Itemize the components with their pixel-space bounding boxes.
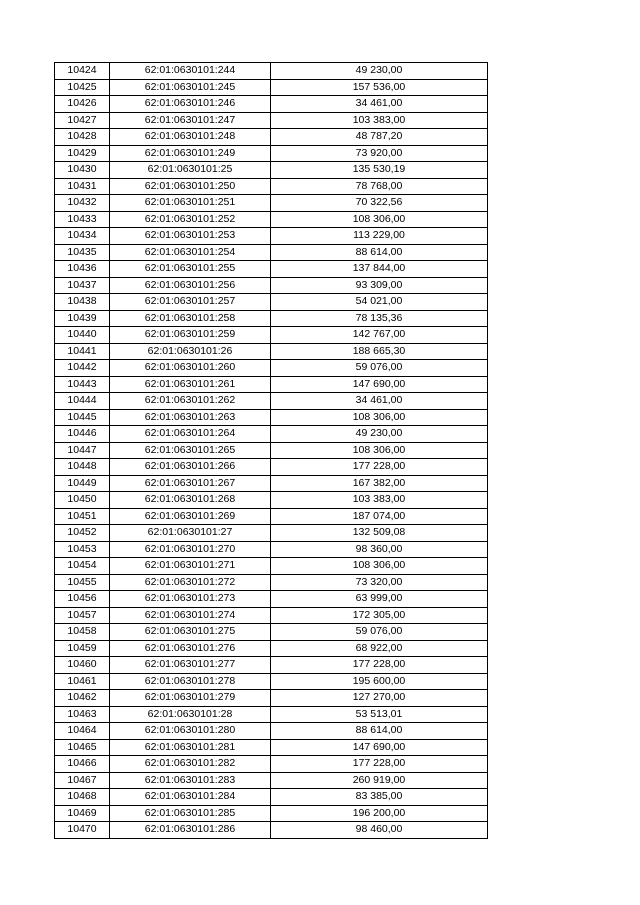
table-row xyxy=(55,145,488,162)
cadastral-value-cell: 48 787,20 xyxy=(271,129,488,146)
cadastral-number-cell: 62:01:0630101:25 xyxy=(110,162,271,179)
row-number-cell: 10456 xyxy=(55,591,110,608)
cadastral-value-cell: 113 229,00 xyxy=(271,228,488,245)
cadastral-value-cell: 196 200,00 xyxy=(271,805,488,822)
cadastral-value-cell: 103 383,00 xyxy=(271,112,488,129)
table-row xyxy=(55,261,488,278)
row-number-cell: 10430 xyxy=(55,162,110,179)
table-row xyxy=(55,244,488,261)
row-number-cell: 10441 xyxy=(55,343,110,360)
row-number-cell: 10462 xyxy=(55,690,110,707)
table-row xyxy=(55,459,488,476)
row-number-cell: 10440 xyxy=(55,327,110,344)
cadastral-value-cell: 59 076,00 xyxy=(271,360,488,377)
table-row xyxy=(55,426,488,443)
cadastral-value-cell: 137 844,00 xyxy=(271,261,488,278)
cadastral-number-cell: 62:01:0630101:275 xyxy=(110,624,271,641)
table-row xyxy=(55,376,488,393)
cadastral-value-cell: 103 383,00 xyxy=(271,492,488,509)
cadastral-number-cell: 62:01:0630101:285 xyxy=(110,805,271,822)
table-row xyxy=(55,409,488,426)
cadastral-number-cell: 62:01:0630101:266 xyxy=(110,459,271,476)
cadastral-value-cell: 83 385,00 xyxy=(271,789,488,806)
table-row xyxy=(55,294,488,311)
row-number-cell: 10427 xyxy=(55,112,110,129)
table-row xyxy=(55,591,488,608)
cadastral-value-cell: 78 768,00 xyxy=(271,178,488,195)
row-number-cell: 10457 xyxy=(55,607,110,624)
row-number-cell: 10468 xyxy=(55,789,110,806)
cadastral-number-cell: 62:01:0630101:263 xyxy=(110,409,271,426)
row-number-cell: 10444 xyxy=(55,393,110,410)
cadastral-value-cell: 53 513,01 xyxy=(271,706,488,723)
cadastral-value-cell: 172 305,00 xyxy=(271,607,488,624)
cadastral-number-cell: 62:01:0630101:272 xyxy=(110,574,271,591)
cadastral-number-cell: 62:01:0630101:281 xyxy=(110,739,271,756)
cadastral-number-cell: 62:01:0630101:258 xyxy=(110,310,271,327)
row-number-cell: 10433 xyxy=(55,211,110,228)
row-number-cell: 10466 xyxy=(55,756,110,773)
table-row xyxy=(55,574,488,591)
table-row xyxy=(55,112,488,129)
table-row xyxy=(55,228,488,245)
table-row xyxy=(55,327,488,344)
cadastral-value-cell: 260 919,00 xyxy=(271,772,488,789)
table-row xyxy=(55,624,488,641)
table-body xyxy=(55,63,488,839)
cadastral-number-cell: 62:01:0630101:245 xyxy=(110,79,271,96)
row-number-cell: 10460 xyxy=(55,657,110,674)
row-number-cell: 10428 xyxy=(55,129,110,146)
cadastral-number-cell: 62:01:0630101:273 xyxy=(110,591,271,608)
cadastral-value-cell: 59 076,00 xyxy=(271,624,488,641)
table-row xyxy=(55,63,488,80)
cadastral-number-cell: 62:01:0630101:247 xyxy=(110,112,271,129)
cadastral-value-cell: 157 536,00 xyxy=(271,79,488,96)
table-row xyxy=(55,607,488,624)
cadastral-number-cell: 62:01:0630101:264 xyxy=(110,426,271,443)
cadastral-number-cell: 62:01:0630101:254 xyxy=(110,244,271,261)
row-number-cell: 10461 xyxy=(55,673,110,690)
cadastral-number-cell: 62:01:0630101:28 xyxy=(110,706,271,723)
cadastral-number-cell: 62:01:0630101:251 xyxy=(110,195,271,212)
table-row xyxy=(55,492,488,509)
cadastral-number-cell: 62:01:0630101:284 xyxy=(110,789,271,806)
row-number-cell: 10449 xyxy=(55,475,110,492)
cadastral-value-cell: 98 360,00 xyxy=(271,541,488,558)
table-row xyxy=(55,162,488,179)
cadastral-number-cell: 62:01:0630101:267 xyxy=(110,475,271,492)
table-row xyxy=(55,195,488,212)
table-row xyxy=(55,277,488,294)
cadastral-number-cell: 62:01:0630101:269 xyxy=(110,508,271,525)
table-row xyxy=(55,657,488,674)
table-row xyxy=(55,541,488,558)
row-number-cell: 10463 xyxy=(55,706,110,723)
table-row xyxy=(55,640,488,657)
row-number-cell: 10442 xyxy=(55,360,110,377)
cadastral-number-cell: 62:01:0630101:27 xyxy=(110,525,271,542)
cadastral-number-cell: 62:01:0630101:280 xyxy=(110,723,271,740)
cadastral-value-cell: 147 690,00 xyxy=(271,376,488,393)
cadastral-number-cell: 62:01:0630101:248 xyxy=(110,129,271,146)
cadastral-number-cell: 62:01:0630101:260 xyxy=(110,360,271,377)
cadastral-number-cell: 62:01:0630101:282 xyxy=(110,756,271,773)
cadastral-value-cell: 132 509,08 xyxy=(271,525,488,542)
cadastral-number-cell: 62:01:0630101:252 xyxy=(110,211,271,228)
table-row xyxy=(55,525,488,542)
row-number-cell: 10439 xyxy=(55,310,110,327)
row-number-cell: 10438 xyxy=(55,294,110,311)
cadastral-value-cell: 195 600,00 xyxy=(271,673,488,690)
cadastral-value-cell: 63 999,00 xyxy=(271,591,488,608)
cadastral-value-cell: 49 230,00 xyxy=(271,63,488,80)
table-row xyxy=(55,475,488,492)
cadastral-number-cell: 62:01:0630101:249 xyxy=(110,145,271,162)
cadastral-value-cell: 78 135,36 xyxy=(271,310,488,327)
row-number-cell: 10469 xyxy=(55,805,110,822)
cadastral-value-cell: 127 270,00 xyxy=(271,690,488,707)
table-row xyxy=(55,79,488,96)
table-row xyxy=(55,343,488,360)
row-number-cell: 10431 xyxy=(55,178,110,195)
cadastral-value-cell: 88 614,00 xyxy=(271,723,488,740)
cadastral-number-cell: 62:01:0630101:26 xyxy=(110,343,271,360)
table-row xyxy=(55,723,488,740)
row-number-cell: 10465 xyxy=(55,739,110,756)
cadastral-value-cell: 98 460,00 xyxy=(271,822,488,839)
cadastral-value-cell: 88 614,00 xyxy=(271,244,488,261)
row-number-cell: 10446 xyxy=(55,426,110,443)
table-row xyxy=(55,706,488,723)
table-row xyxy=(55,805,488,822)
table-row xyxy=(55,739,488,756)
row-number-cell: 10451 xyxy=(55,508,110,525)
cadastral-number-cell: 62:01:0630101:255 xyxy=(110,261,271,278)
table-row xyxy=(55,211,488,228)
row-number-cell: 10434 xyxy=(55,228,110,245)
cadastral-number-cell: 62:01:0630101:270 xyxy=(110,541,271,558)
cadastral-number-cell: 62:01:0630101:259 xyxy=(110,327,271,344)
cadastral-number-cell: 62:01:0630101:257 xyxy=(110,294,271,311)
row-number-cell: 10436 xyxy=(55,261,110,278)
table-row xyxy=(55,96,488,113)
cadastral-number-cell: 62:01:0630101:262 xyxy=(110,393,271,410)
cadastral-number-cell: 62:01:0630101:278 xyxy=(110,673,271,690)
cadastral-value-cell: 108 306,00 xyxy=(271,211,488,228)
table-row xyxy=(55,756,488,773)
cadastral-value-cell: 108 306,00 xyxy=(271,442,488,459)
cadastral-number-cell: 62:01:0630101:265 xyxy=(110,442,271,459)
cadastral-value-cell: 177 228,00 xyxy=(271,756,488,773)
row-number-cell: 10459 xyxy=(55,640,110,657)
row-number-cell: 10458 xyxy=(55,624,110,641)
row-number-cell: 10452 xyxy=(55,525,110,542)
cadastral-value-cell: 49 230,00 xyxy=(271,426,488,443)
cadastral-value-cell: 34 461,00 xyxy=(271,393,488,410)
cadastral-number-cell: 62:01:0630101:283 xyxy=(110,772,271,789)
cadastral-number-cell: 62:01:0630101:277 xyxy=(110,657,271,674)
cadastral-value-cell: 68 922,00 xyxy=(271,640,488,657)
row-number-cell: 10435 xyxy=(55,244,110,261)
row-number-cell: 10432 xyxy=(55,195,110,212)
table-row xyxy=(55,393,488,410)
cadastral-number-cell: 62:01:0630101:286 xyxy=(110,822,271,839)
cadastral-number-cell: 62:01:0630101:261 xyxy=(110,376,271,393)
row-number-cell: 10470 xyxy=(55,822,110,839)
cadastral-value-table xyxy=(54,62,488,839)
cadastral-number-cell: 62:01:0630101:244 xyxy=(110,63,271,80)
row-number-cell: 10424 xyxy=(55,63,110,80)
cadastral-number-cell: 62:01:0630101:253 xyxy=(110,228,271,245)
cadastral-number-cell: 62:01:0630101:256 xyxy=(110,277,271,294)
cadastral-number-cell: 62:01:0630101:250 xyxy=(110,178,271,195)
table-row xyxy=(55,508,488,525)
row-number-cell: 10455 xyxy=(55,574,110,591)
table-row xyxy=(55,673,488,690)
row-number-cell: 10454 xyxy=(55,558,110,575)
cadastral-value-cell: 177 228,00 xyxy=(271,459,488,476)
cadastral-number-cell: 62:01:0630101:274 xyxy=(110,607,271,624)
row-number-cell: 10467 xyxy=(55,772,110,789)
table-row xyxy=(55,690,488,707)
row-number-cell: 10425 xyxy=(55,79,110,96)
table-row xyxy=(55,178,488,195)
cadastral-value-cell: 54 021,00 xyxy=(271,294,488,311)
cadastral-value-cell: 147 690,00 xyxy=(271,739,488,756)
cadastral-value-cell: 70 322,56 xyxy=(271,195,488,212)
cadastral-value-cell: 142 767,00 xyxy=(271,327,488,344)
table-row xyxy=(55,772,488,789)
row-number-cell: 10464 xyxy=(55,723,110,740)
table-row xyxy=(55,360,488,377)
row-number-cell: 10450 xyxy=(55,492,110,509)
row-number-cell: 10453 xyxy=(55,541,110,558)
cadastral-number-cell: 62:01:0630101:246 xyxy=(110,96,271,113)
cadastral-value-cell: 93 309,00 xyxy=(271,277,488,294)
table-row xyxy=(55,310,488,327)
row-number-cell: 10447 xyxy=(55,442,110,459)
row-number-cell: 10443 xyxy=(55,376,110,393)
table-row xyxy=(55,789,488,806)
cadastral-value-cell: 167 382,00 xyxy=(271,475,488,492)
cadastral-number-cell: 62:01:0630101:271 xyxy=(110,558,271,575)
table-row xyxy=(55,442,488,459)
table-row xyxy=(55,558,488,575)
table-row xyxy=(55,129,488,146)
cadastral-value-cell: 188 665,30 xyxy=(271,343,488,360)
row-number-cell: 10426 xyxy=(55,96,110,113)
cadastral-value-cell: 73 920,00 xyxy=(271,145,488,162)
row-number-cell: 10448 xyxy=(55,459,110,476)
cadastral-value-cell: 73 320,00 xyxy=(271,574,488,591)
table-row xyxy=(55,822,488,839)
cadastral-number-cell: 62:01:0630101:279 xyxy=(110,690,271,707)
cadastral-value-cell: 34 461,00 xyxy=(271,96,488,113)
row-number-cell: 10437 xyxy=(55,277,110,294)
cadastral-value-cell: 108 306,00 xyxy=(271,558,488,575)
cadastral-value-cell: 187 074,00 xyxy=(271,508,488,525)
row-number-cell: 10445 xyxy=(55,409,110,426)
cadastral-value-cell: 135 530,19 xyxy=(271,162,488,179)
cadastral-value-cell: 108 306,00 xyxy=(271,409,488,426)
cadastral-number-cell: 62:01:0630101:276 xyxy=(110,640,271,657)
cadastral-value-cell: 177 228,00 xyxy=(271,657,488,674)
cadastral-number-cell: 62:01:0630101:268 xyxy=(110,492,271,509)
row-number-cell: 10429 xyxy=(55,145,110,162)
